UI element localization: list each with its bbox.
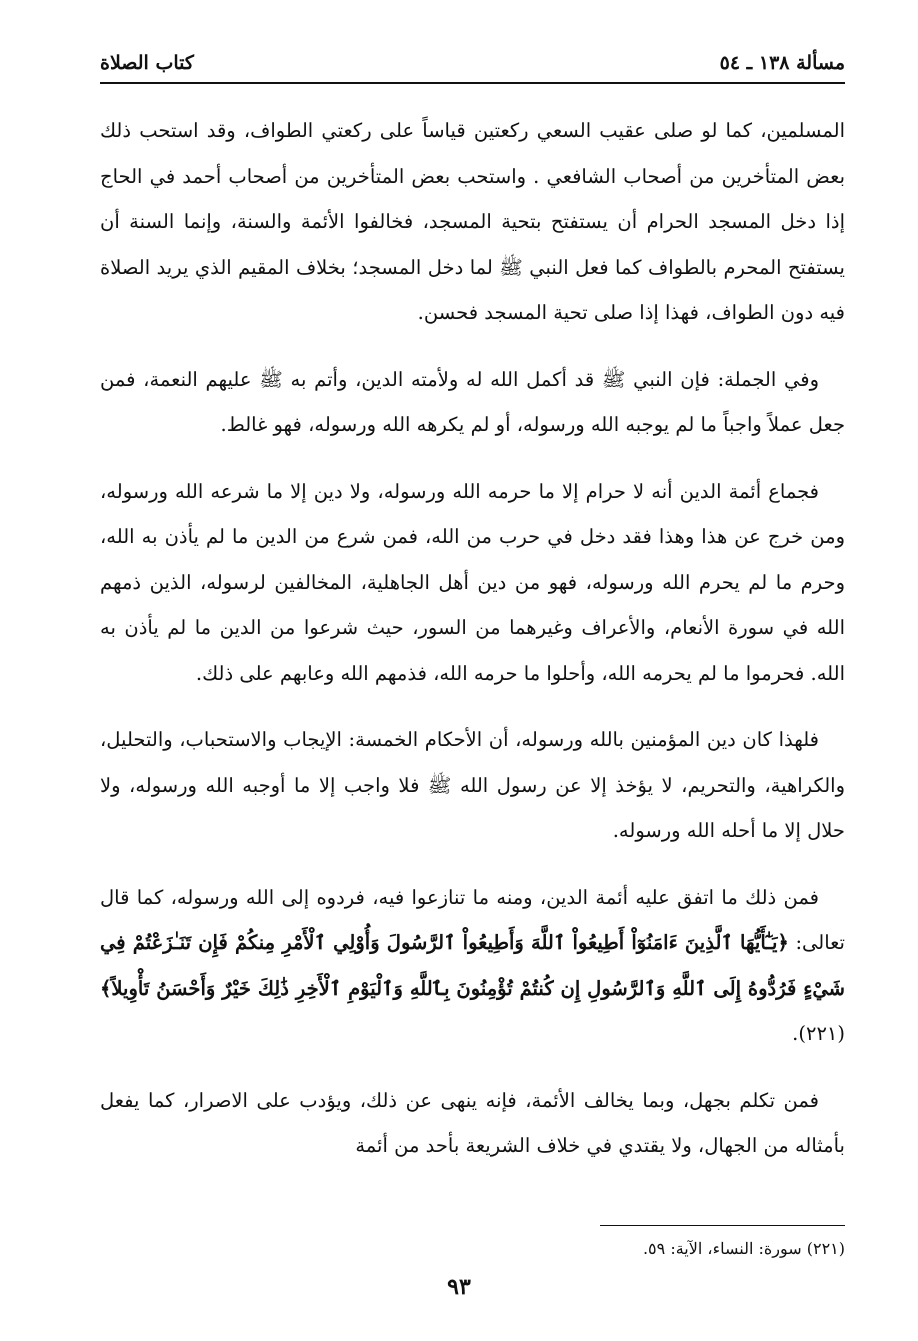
paragraph-1: المسلمين، كما لو صلى عقيب السعي ركعتين قياساً على ركعتي الطواف، وقد استحب ذلك بعض المتأخرين من أصحاب الشافعي . واستحب بعض المتأخرين من أصحاب أحمد في الحاج إذا دخل المسجد الحرام أن يستفتح بتحية المسجد، فخالفوا الأئمة والسنة، وإنما السنة أن يستفتح المحرم بالطواف كما فعل النبي ﷺ لما دخل المسجد؛ بخلاف المقيم الذي يريد الصلاة فيه دون الطواف، فهذا إذا صلى تحية المسجد فحسن.: [100, 119, 845, 324]
header-book-title: كتاب الصلاة: [100, 52, 194, 74]
main-text: [100, 108, 845, 1190]
footnote-divider: [600, 1225, 845, 1226]
paragraph-5: [100, 875, 845, 1057]
running-header: [100, 46, 845, 80]
paragraph-3: فجماع أئمة الدين أنه لا حرام إلا ما حرمه الله ورسوله، ولا دين إلا ما شرعه الله ورسوله، ومن خرج عن هذا وهذا فقد دخل في حرب من الله، فمن شرع من الدين ما لم يأذن به الله، وحرم ما لم يحرم الله ورسوله، فهو من دين أهل الجاهلية، المخالفين لرسوله، الذين ذمهم الله في سورة الأنعام، والأعراف وغيرهما من السور، حيث شرعوا من الدين ما لم يأذن به الله. فحرموا ما لم يحرمه الله، وأحلوا ما حرمه الله، فذمهم الله وعابهم على ذلك.: [100, 479, 845, 685]
header-divider: [100, 82, 845, 84]
paragraph-5-intro: فمن ذلك ما اتفق عليه أئمة الدين، ومنه ما تنازعوا فيه، فردوه إلى الله ورسوله، كما قال تعالى:: [100, 885, 845, 954]
paragraph-6: فمن تكلم بجهل، وبما يخالف الأئمة، فإنه ينهى عن ذلك، ويؤدب على الاصرار، كما يفعل بأمثاله من الجهال، ولا يقتدي في خلاف الشريعة بأحد من أئمة: [100, 1088, 845, 1157]
paragraph-2: وفي الجملة: فإن النبي ﷺ قد أكمل الله له ولأمته الدين، وأتم به ﷺ عليهم النعمة، فمن جعل عملاً واجباً ما لم يوجبه الله ورسوله، أو لم يكرهه الله ورسوله، فهو غالط.: [100, 367, 845, 436]
footnote-reference: (٢٢١).: [792, 1022, 845, 1045]
page-number: ٩٣: [447, 1274, 471, 1300]
header-section-number: مسألة ١٣٨ ـ ٥٤: [719, 52, 845, 74]
footnote: (٢٢١) سورة: النساء، الآية: ٥٩.: [642, 1239, 845, 1258]
quran-verse: ﴿يَـٰٓأَيُّهَا ٱلَّذِينَ ءَامَنُوٓاْ أَطِيعُواْ ٱللَّهَ وَأَطِيعُواْ ٱلرَّسُولَ وَأُوْلِي ٱلْأَمْرِ مِنكُمْ فَإِن تَنَـٰزَعْتُمْ فِي شَيْءٍ فَرُدُّوهُ إِلَى ٱللَّهِ وَٱلرَّسُولِ إِن كُنتُمْ تُؤْمِنُونَ بِٱللَّهِ وَٱلْيَوْمِ ٱلْأَخِرِ ذَٰلِكَ خَيْرٌ وَأَحْسَنُ تَأْوِيلاً﴾: [100, 931, 845, 1000]
paragraph-4: فلهذا كان دين المؤمنين بالله ورسوله، أن الأحكام الخمسة: الإيجاب والاستحباب، والتحليل، والكراهية، والتحريم، لا يؤخذ إلا عن رسول الله ﷺ فلا واجب إلا ما أوجبه الله ورسوله، ولا حلال إلا ما أحله الله ورسوله.: [100, 728, 845, 842]
